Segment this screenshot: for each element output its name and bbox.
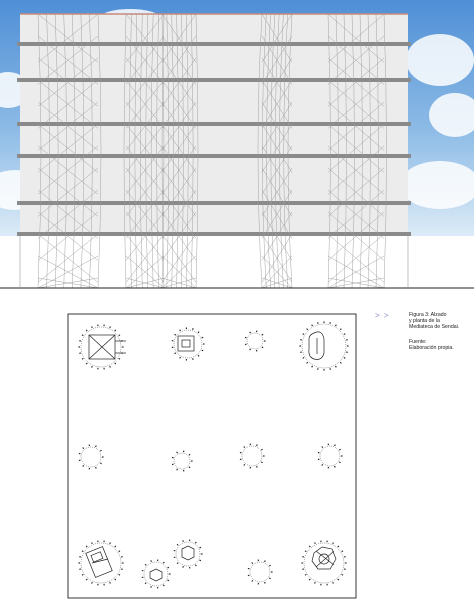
caption-line-2: y planta de la	[409, 318, 440, 325]
source-text: Elaboración propia.	[409, 345, 454, 352]
floor-slab-5	[17, 201, 411, 205]
building-elevation-drawing	[0, 0, 474, 290]
source-label: Fuente:	[409, 339, 427, 345]
caption-source	[409, 339, 473, 351]
caption-line-3: Mediateca de Sendai.	[409, 324, 460, 331]
caption-arrow-icon: > >	[375, 311, 390, 320]
floor-plan-drawing	[64, 311, 360, 603]
caption-line-1: Figura 3: Alzado	[409, 312, 447, 318]
floor-slab-1	[17, 42, 411, 46]
ground-area	[0, 236, 474, 290]
plan-outline	[68, 314, 356, 598]
caption-title	[409, 312, 473, 331]
